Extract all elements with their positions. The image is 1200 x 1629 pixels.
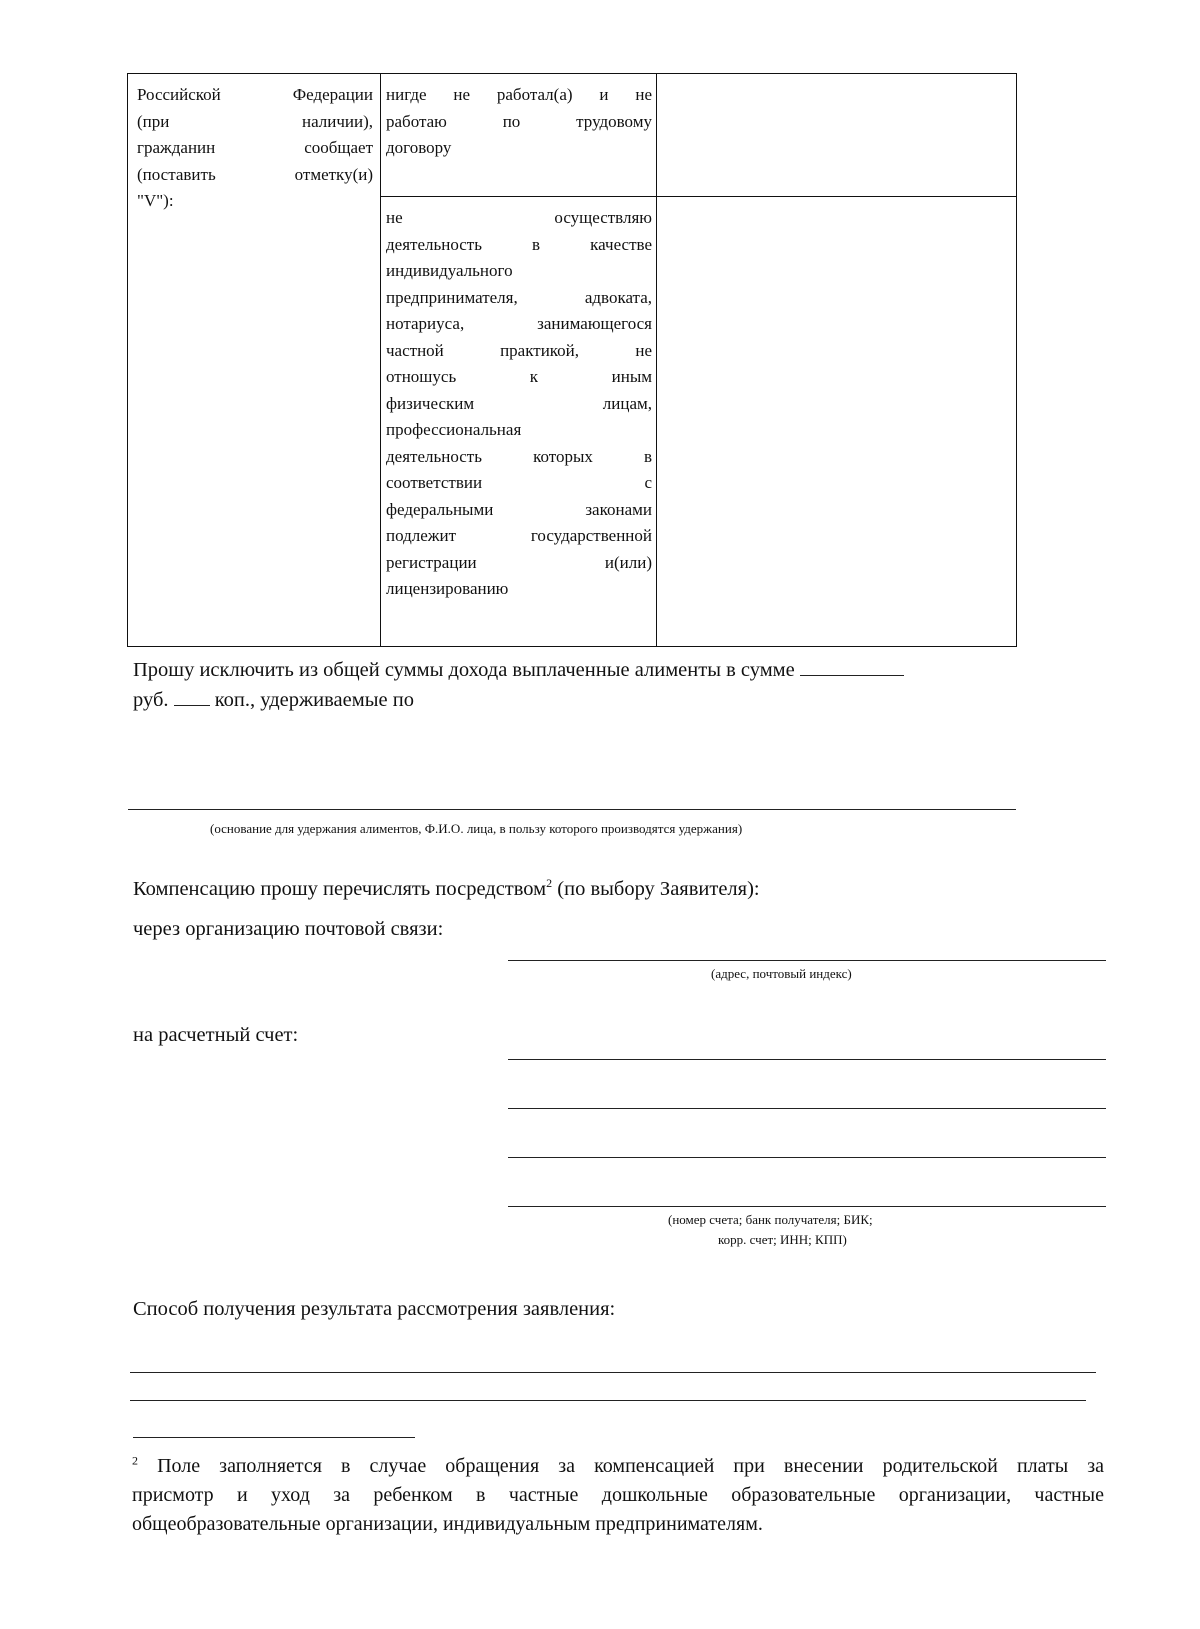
bank-account-caption-2: корр. счет; ИНН; КПП) — [718, 1232, 847, 1247]
table-cell-not-employed — [386, 82, 652, 162]
text-line: деятельность которых в — [386, 446, 652, 466]
text-line: работаю по трудовому — [386, 111, 652, 131]
text-line: предпринимателя, адвоката, — [386, 287, 652, 307]
post-address-caption: (адрес, почтовый индекс) — [711, 966, 852, 981]
text-line: нигде не работал(а) и не — [386, 85, 652, 104]
footnote-line: присмотр и уход за ребенком в частные дошкольные образовательные организации, частные — [132, 1484, 1104, 1506]
alimony-request-line-2 — [133, 685, 414, 715]
text-line: договору — [386, 138, 452, 157]
bank-account-field-3[interactable] — [508, 1157, 1106, 1158]
text-line: деятельность в качестве — [386, 234, 652, 254]
text-line: профессиональная — [386, 420, 522, 439]
footnote-marker: 2 — [132, 1453, 138, 1468]
bank-account-label: на расчетный счет: — [133, 1024, 299, 1046]
text-line: не осуществляю — [386, 208, 652, 227]
alimony-amount-rubles-field[interactable] — [800, 659, 904, 676]
text-line: частной практикой, не — [386, 340, 652, 360]
text-line: соответствии с — [386, 473, 652, 492]
compensation-intro — [133, 874, 760, 904]
text-line: отношусь к иным — [386, 367, 652, 386]
text-line: физическим лицам, — [386, 393, 652, 413]
bank-account-field-4[interactable] — [508, 1206, 1106, 1207]
text-line: гражданин сообщает — [137, 138, 373, 157]
alimony-basis-field[interactable] — [128, 809, 1016, 810]
table-cell-no-business-activity — [386, 205, 652, 603]
footnote-line: общеобразовательные организации, индивидуальным предпринимателям. — [132, 1513, 763, 1535]
alimony-request-line-1 — [133, 655, 904, 685]
result-method-field-2[interactable] — [130, 1400, 1086, 1401]
text-line: "V"): — [137, 191, 174, 210]
bank-account-caption-1: (номер счета; банк получателя; БИК; — [668, 1212, 873, 1227]
alimony-amount-kopecks-field[interactable] — [174, 689, 210, 706]
rub-label: руб. — [133, 689, 169, 711]
text-line: (поставить отметку(и) — [137, 164, 373, 184]
bank-account-field-2[interactable] — [508, 1108, 1106, 1109]
footnote-line: $^2$ Поле заполняется в случае обращения за компенсацией при внесении родительской платы за — [132, 1453, 1105, 1477]
checkbox-no-business-activity[interactable] — [660, 198, 1014, 644]
text-line: подлежит государственной — [386, 526, 652, 545]
text-line: регистрации и(или) — [386, 552, 652, 572]
result-method-field-1[interactable] — [130, 1372, 1096, 1373]
post-address-field[interactable] — [508, 960, 1106, 961]
text-line: федеральными законами — [386, 499, 652, 519]
compensation-intro-text: Компенсацию прошу перечислять посредством — [133, 878, 547, 900]
text-line: (при наличии), — [137, 111, 373, 131]
table-divider-1 — [380, 73, 381, 647]
text-line: Российской Федерации — [137, 85, 373, 104]
text-line: индивидуального — [386, 261, 513, 280]
alimony-request-text: Прошу исключить из общей суммы дохода выплаченные алименты в сумме — [133, 659, 795, 681]
text-line: нотариуса, занимающегося — [386, 314, 652, 333]
text-line: лицензированию — [386, 579, 509, 598]
alimony-basis-caption: (основание для удержания алиментов, Ф.И.О. лица, в пользу которого производятся удержания) — [210, 821, 743, 836]
checkbox-not-employed[interactable] — [660, 75, 1014, 195]
table-cell-citizen-statement — [137, 82, 373, 215]
kop-label: коп., удерживаемые по — [214, 689, 414, 711]
compensation-intro-tail: (по выбору Заявителя): — [552, 878, 760, 900]
post-office-label: через организацию почтовой связи: — [133, 918, 444, 940]
footnote-separator — [133, 1437, 415, 1438]
footnote — [132, 1452, 1104, 1539]
table-divider-2 — [656, 73, 657, 647]
bank-account-field-1[interactable] — [508, 1059, 1106, 1060]
table-row-divider — [380, 196, 1016, 197]
result-method-label: Способ получения результата рассмотрения заявления: — [133, 1298, 616, 1320]
footnote-ref: 2 — [546, 876, 553, 891]
